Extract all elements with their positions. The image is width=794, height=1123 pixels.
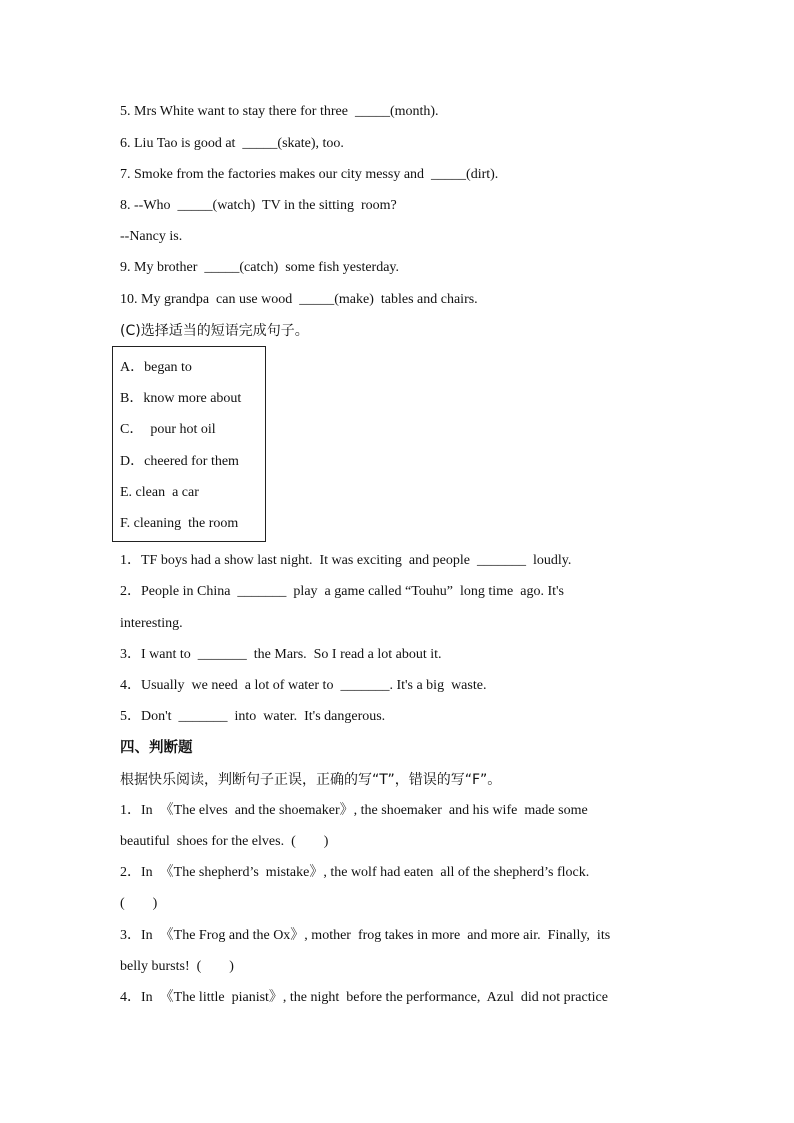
- exercise-b-item-8: 8. --Who _____(watch) TV in the sitting room?: [120, 198, 397, 213]
- exercise-c-item-2: 2．People in China _______ play a game called “Touhu” long time ago. It's: [120, 584, 565, 599]
- exercise-c-item-5: 5．Don't _______ into water. It's dangerous.: [120, 709, 386, 724]
- judge-item-3-cont: belly bursts! ( ): [120, 959, 234, 974]
- option-b: B．know more about: [120, 391, 242, 406]
- option-d: D．cheered for them: [120, 454, 239, 469]
- option-a: A．began to: [120, 360, 192, 375]
- section-four-title: 四、判断题: [120, 740, 193, 756]
- exercise-b-item-10: 10. My grandpa can use wood _____(make) tables and chairs.: [120, 292, 478, 307]
- part-c-instruction: (C)选择适当的短语完成句子。: [120, 323, 309, 339]
- judge-item-1: 1．In 《The elves and the shoemaker》, the shoemaker and his wife made some: [120, 803, 588, 818]
- judge-item-2-cont: ( ): [120, 896, 158, 911]
- exercise-c-item-1: 1．TF boys had a show last night. It was exciting and people _______ loudly.: [120, 553, 572, 568]
- exercise-b-item-8-answer: --Nancy is.: [120, 229, 183, 244]
- exercise-b-item-6: 6. Liu Tao is good at _____(skate), too.: [120, 136, 344, 151]
- exercise-b-item-7: 7. Smoke from the factories makes our city messy and _____(dirt).: [120, 167, 499, 182]
- exercise-b-item-9: 9. My brother _____(catch) some fish yesterday.: [120, 260, 400, 275]
- judge-item-4: 4．In 《The little pianist》, the night before the performance, Azul did not practice: [120, 990, 608, 1005]
- exercise-c-item-4: 4．Usually we need a lot of water to _______. It's a big waste.: [120, 678, 487, 693]
- judge-item-2: 2．In 《The shepherd’s mistake》, the wolf had eaten all of the shepherd’s flock.: [120, 865, 590, 880]
- exercise-b-item-5: 5. Mrs White want to stay there for three _____(month).: [120, 104, 439, 119]
- exercise-c-item-2-cont: interesting.: [120, 616, 183, 631]
- option-f: F. cleaning the room: [120, 516, 239, 531]
- option-e: E. clean a car: [120, 485, 199, 500]
- judge-item-1-cont: beautiful shoes for the elves. ( ): [120, 834, 329, 849]
- exercise-c-item-3: 3．I want to _______ the Mars. So I read a lot about it.: [120, 647, 442, 662]
- judge-item-3: 3．In 《The Frog and the Ox》, mother frog takes in more and more air. Finally, its: [120, 928, 611, 943]
- option-c: C． pour hot oil: [120, 422, 216, 437]
- section-four-instruction: 根据快乐阅读，判断句子正误，正确的写“T”，错误的写“F”。: [120, 772, 502, 788]
